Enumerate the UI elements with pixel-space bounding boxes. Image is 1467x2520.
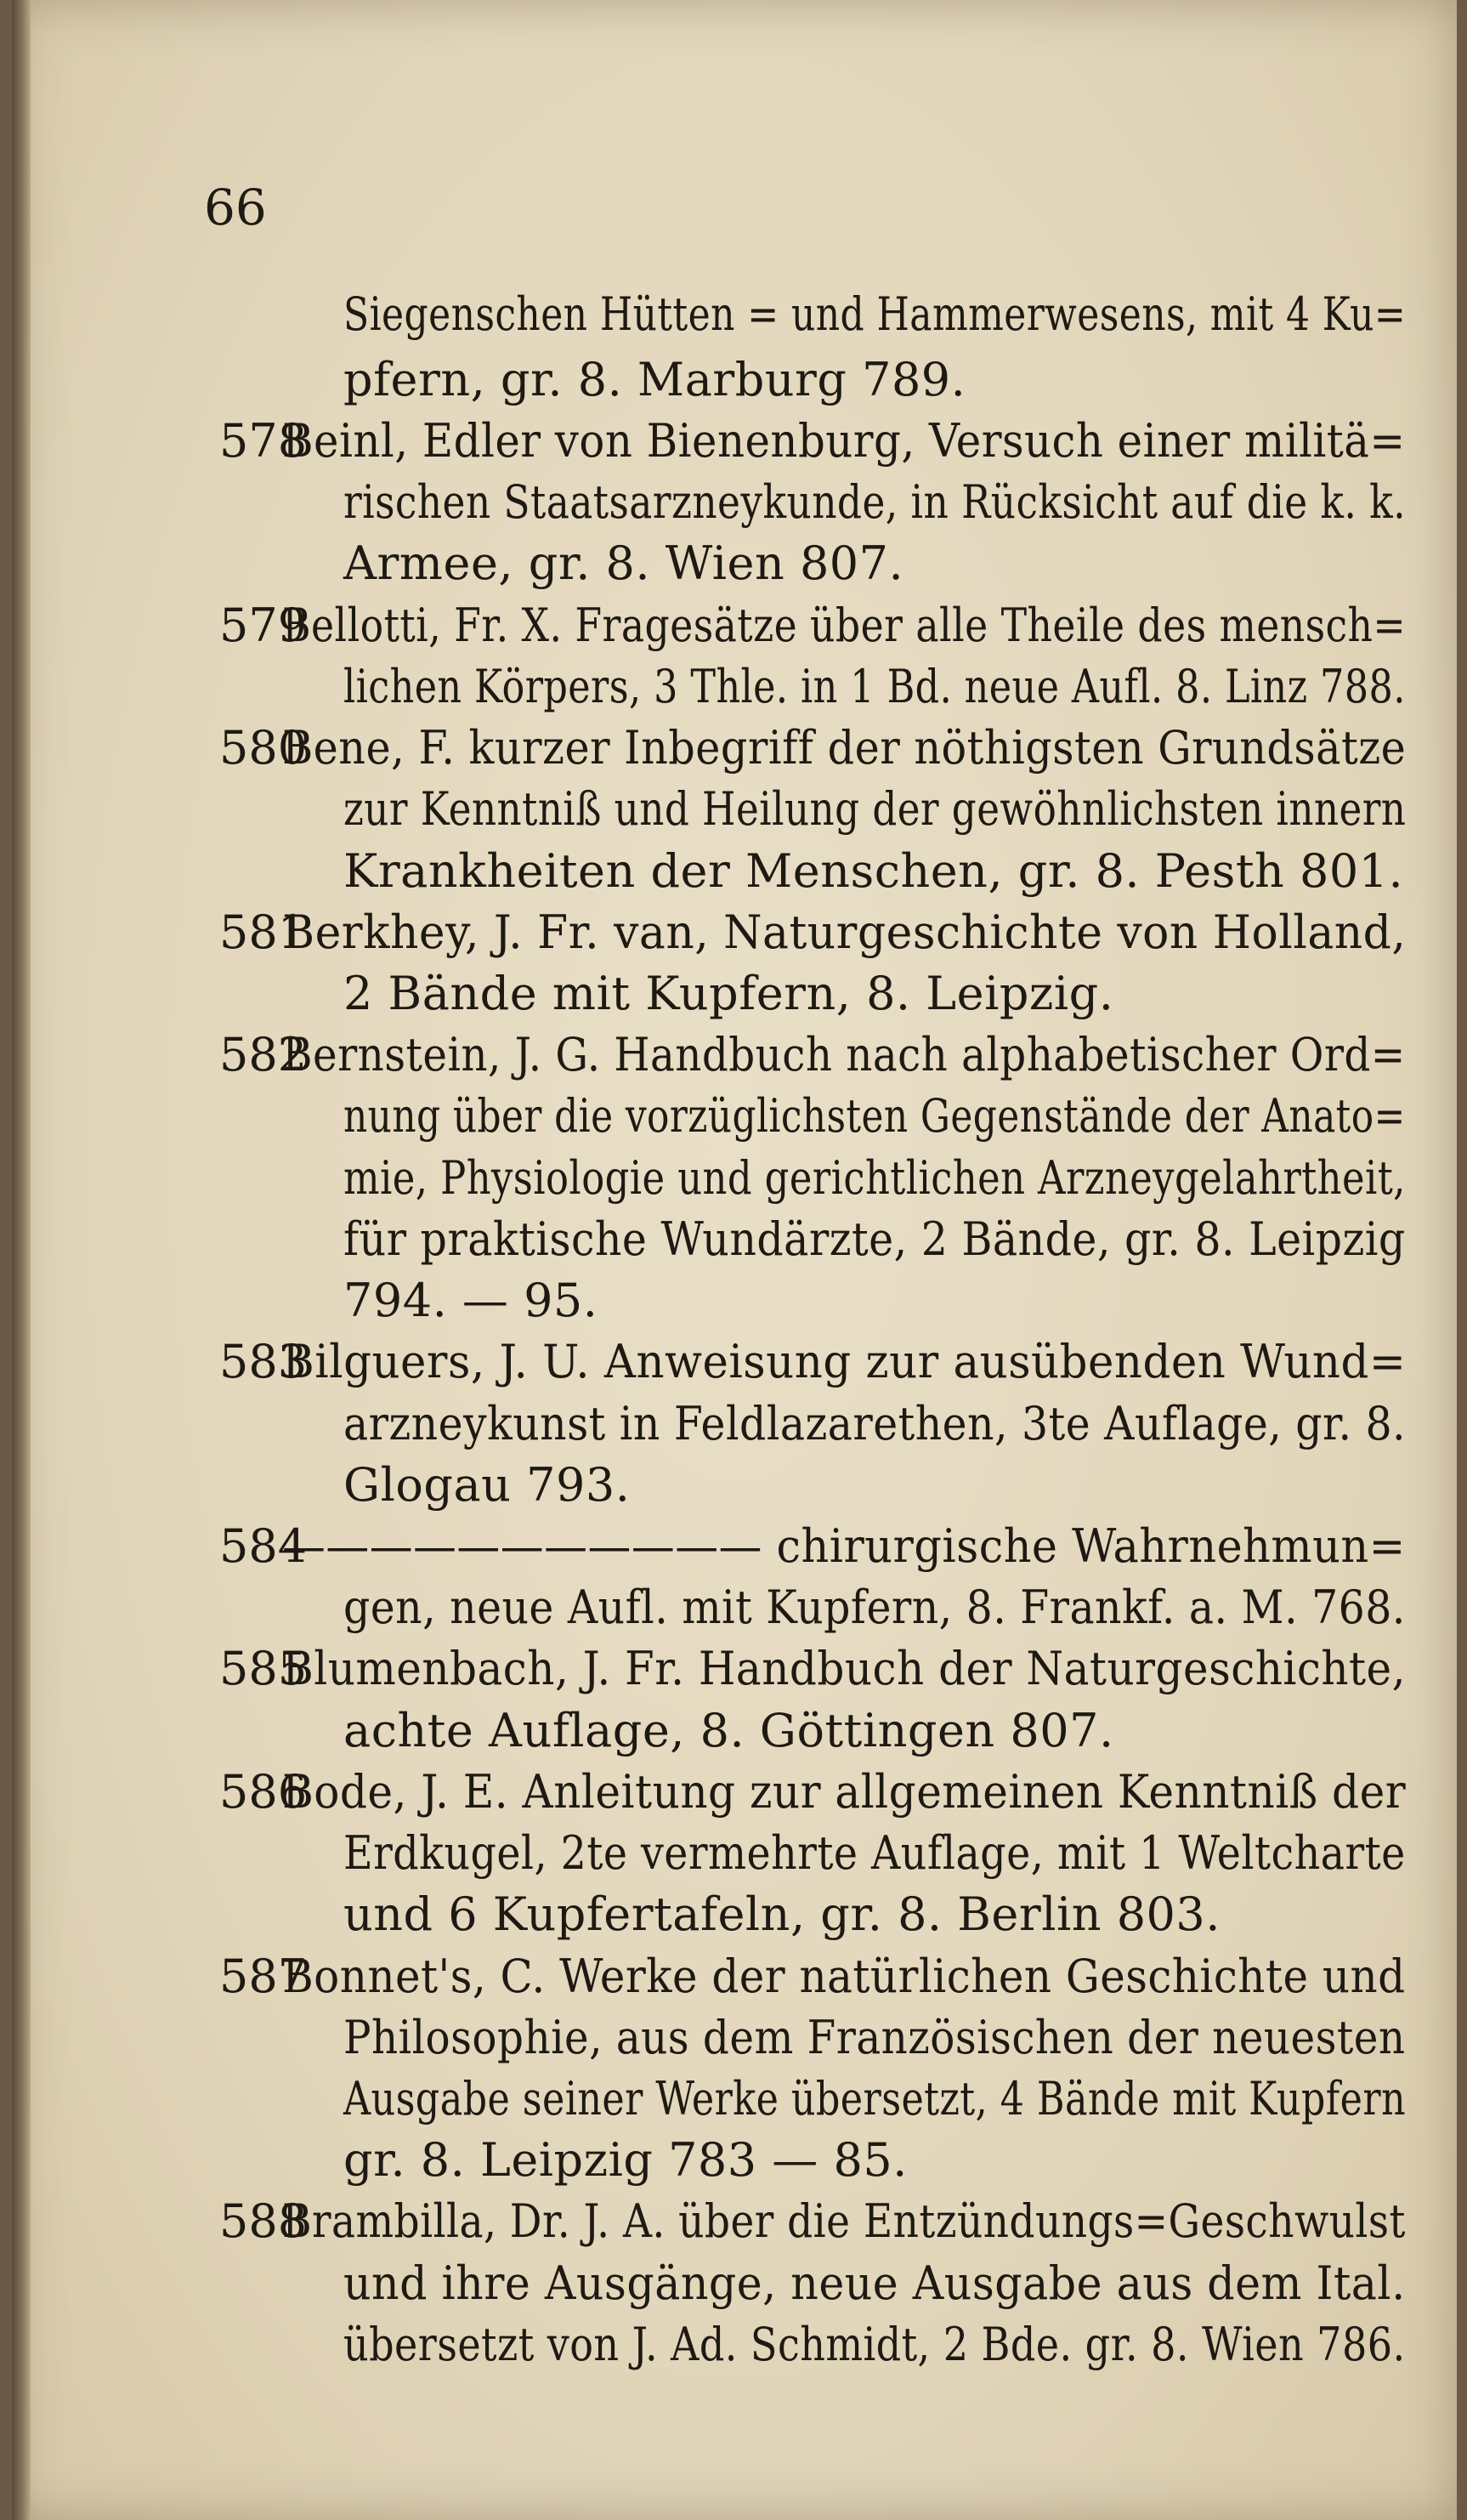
- entry-first-line: Bernstein, J. G. Handbuch nach alphabetischer Ord=: [282, 1028, 1406, 1081]
- entry-continuation-line: Erdkugel, 2te vermehrte Auflage, mit 1 Weltcharte: [343, 1826, 1406, 1880]
- entry-number: 583: [219, 1335, 308, 1388]
- entry-first-line: Berkhey, J. Fr. van, Naturgeschichte von Holland,: [282, 905, 1407, 959]
- entry-first-line: ——————————— chirurgische Wahrnehmun=: [282, 1519, 1406, 1573]
- entry-first-line: Bilguers, J. U. Anweisung zur ausübenden Wund=: [282, 1335, 1407, 1388]
- entry-continuation-line: Krankheiten der Menschen, gr. 8. Pesth 801.: [343, 844, 1404, 898]
- entry-continuation-line: Armee, gr. 8. Wien 807.: [343, 536, 904, 590]
- entry-number: 582: [219, 1028, 308, 1081]
- entry-continuation-line: lichen Körpers, 3 Thle. in 1 Bd. neue Aufl. 8. Linz 788.: [343, 660, 1406, 713]
- entry-continuation-line: nung über die vorzüglichsten Gegenstände der Anato=: [343, 1089, 1406, 1143]
- entry-number: 584: [219, 1519, 308, 1573]
- entry-continuation-line: arzneykunst in Feldlazarethen, 3te Auflage, gr. 8.: [343, 1397, 1407, 1450]
- entry-first-line: Blumenbach, J. Fr. Handbuch der Naturgeschichte,: [282, 1642, 1407, 1695]
- entry-number: 588: [219, 2194, 308, 2248]
- page-binding-edge: [12, 0, 31, 2520]
- entry-number: 578: [219, 414, 308, 468]
- entry-continuation-line: und ihre Ausgänge, neue Ausgabe aus dem Ital.: [343, 2256, 1406, 2310]
- entry-continuation-line: und 6 Kupfertafeln, gr. 8. Berlin 803.: [343, 1887, 1221, 1941]
- book-page: [12, 0, 1457, 2520]
- entry-first-line: Bellotti, Fr. X. Fragesätze über alle Theile des mensch=: [282, 599, 1407, 652]
- entry-first-line: Beinl, Edler von Bienenburg, Versuch einer militä=: [282, 414, 1406, 468]
- entry-number: 579: [219, 599, 308, 652]
- entry-continuation-line: pfern, gr. 8. Marburg 789.: [343, 353, 966, 406]
- entry-continuation-line: 794. — 95.: [343, 1274, 598, 1327]
- entry-first-line: Brambilla, Dr. J. A. über die Entzündungs=Geschwulst: [282, 2194, 1406, 2248]
- entry-continuation-line: Ausgabe seiner Werke übersetzt, 4 Bände mit Kupfern: [343, 2072, 1407, 2126]
- entry-continuation-line: Glogau 793.: [343, 1458, 631, 1512]
- entry-continuation-line: 2 Bände mit Kupfern, 8. Leipzig.: [343, 967, 1114, 1020]
- entry-number: 585: [219, 1642, 308, 1695]
- entry-continuation-line: übersetzt von J. Ad. Schmidt, 2 Bde. gr. 8. Wien 786.: [343, 2318, 1406, 2371]
- entry-continuation-line: Philosophie, aus dem Französischen der neuesten: [343, 2011, 1406, 2064]
- entry-number: 580: [219, 721, 308, 775]
- entry-continuation-line: mie, Physiologie und gerichtlichen Arzneygelahrtheit,: [343, 1151, 1406, 1205]
- entry-continuation-line: für praktische Wundärzte, 2 Bände, gr. 8. Leipzig: [343, 1212, 1406, 1266]
- entry-first-line: Bode, J. E. Anleitung zur allgemeinen Kenntniß der: [282, 1765, 1407, 1819]
- entry-number: 586: [219, 1765, 308, 1819]
- entry-continuation-line: gr. 8. Leipzig 783 — 85.: [343, 2133, 908, 2187]
- entry-continuation-line: gen, neue Aufl. mit Kupfern, 8. Frankf. a. M. 768.: [343, 1581, 1406, 1634]
- entry-continuation-line: zur Kenntniß und Heilung der gewöhnlichsten innern: [343, 782, 1407, 836]
- entry-continuation-line: Siegenschen Hütten = und Hammerwesens, mit 4 Ku=: [343, 287, 1407, 341]
- entry-number: 581: [219, 905, 308, 959]
- entry-continuation-line: rischen Staatsarzneykunde, in Rücksicht auf die k. k.: [343, 475, 1407, 529]
- entry-first-line: Bene, F. kurzer Inbegriff der nöthigsten Grundsätze: [282, 721, 1407, 775]
- entry-continuation-line: achte Auflage, 8. Göttingen 807.: [343, 1704, 1114, 1757]
- entry-first-line: Bonnet's, C. Werke der natürlichen Geschichte und: [282, 1950, 1406, 2003]
- page-number: 66: [204, 179, 267, 236]
- entry-number: 587: [219, 1950, 308, 2003]
